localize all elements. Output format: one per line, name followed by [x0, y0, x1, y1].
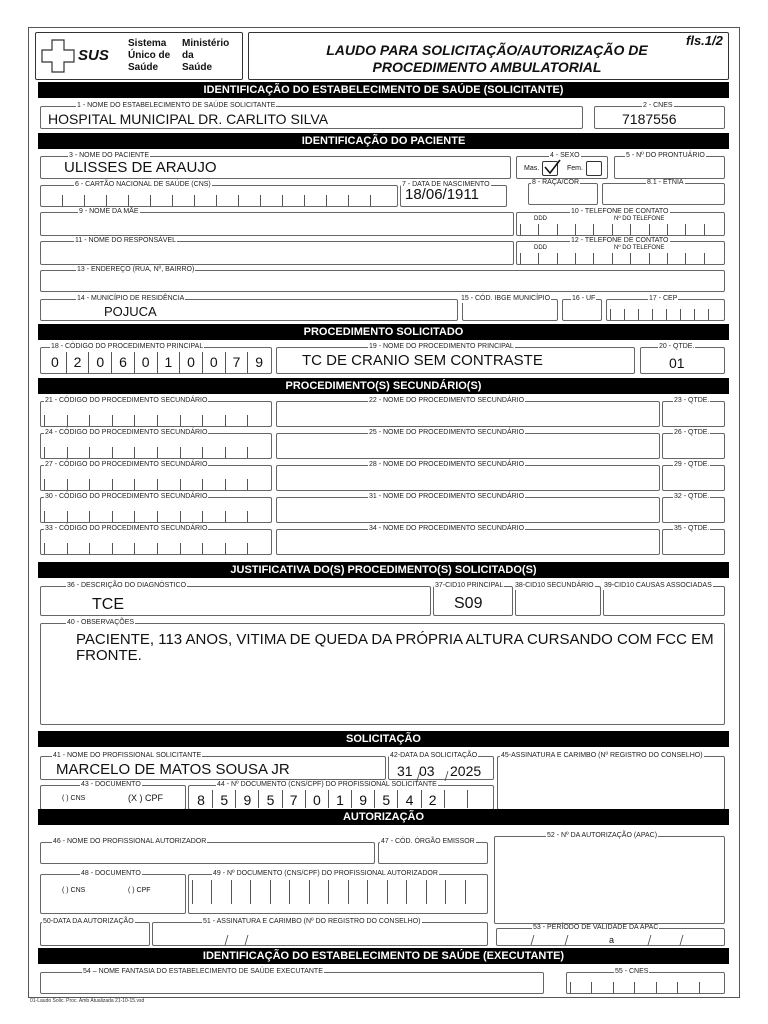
field-label: 53 - PERÍODO DE VALIDADE DA APAC	[533, 924, 659, 931]
field-label: 13 - ENDEREÇO (RUA, Nº, BAIRRO)	[77, 266, 195, 273]
field-label: 32 - QTDE.	[674, 493, 710, 500]
sus-name-line: Saúde	[128, 62, 159, 73]
signature-field-45[interactable]	[497, 756, 725, 810]
field-label: 46 - NOME DO PROFISSIONAL AUTORIZADOR	[53, 838, 207, 845]
field-label: 8 - RAÇA/COR	[532, 179, 580, 186]
cid-principal-value: S09	[454, 595, 483, 612]
ministry-line: Ministério	[182, 38, 230, 49]
field-label: 6 - CARTÃO NACIONAL DE SAÚDE (CNS)	[75, 181, 211, 188]
field-label: 18 - CÓDIGO DO PROCEDIMENTO PRINCIPAL	[51, 343, 204, 350]
birth-date-value: 18/06/1911	[405, 186, 479, 203]
cpf-digit: 9	[352, 790, 375, 808]
cpf-digit: 5	[259, 790, 282, 808]
request-date-day: 31	[397, 763, 413, 779]
procedure-name-value: TC DE CRANIO SEM CONTRASTE	[302, 352, 543, 369]
procedure-code-digit: 2	[67, 352, 90, 373]
form-title-line: PROCEDIMENTO AMBULATORIAL	[372, 59, 602, 75]
authorizer-doc-ticks	[192, 880, 484, 904]
cnes-digit-ticks	[570, 982, 720, 993]
section-bar-proc-solicitado: PROCEDIMENTO SOLICITADO	[38, 324, 729, 340]
field-label: 48 - DOCUMENTO	[81, 870, 141, 877]
date-separator-icon	[222, 934, 262, 946]
field-label: 37-CID10 PRINCIPAL	[435, 582, 504, 589]
page-reference: fls.1/2	[686, 33, 723, 48]
field-label: 1 - NOME DO ESTABELECIMENTO DE SAÚDE SOLICITANTE	[77, 102, 276, 109]
field-label: 29 - QTDE.	[674, 461, 710, 468]
field-label: 25 - NOME DO PROCEDIMENTO SECUNDÁRIO	[369, 429, 525, 436]
field-label: 39-CID10 CAUSAS ASSOCIADAS	[604, 582, 712, 589]
procedure-code-digits	[44, 352, 270, 373]
authorizer-document-type-field[interactable]	[40, 874, 186, 914]
field-label: 44 - Nº DOCUMENTO (CNS/CPF) DO PROFISSIONAL SOLICITANTE	[217, 781, 437, 788]
field-label: 49 - Nº DOCUMENTO (CNS/CPF) DO PROFISSIONAL AUTORIZADOR	[213, 870, 438, 877]
cns-option[interactable]: ( ) CNS	[62, 795, 86, 802]
diagnosis-value: TCE	[92, 596, 124, 613]
phone-digit-ticks	[520, 224, 722, 235]
code-digit-ticks	[44, 415, 270, 426]
procedure-code-digit: 0	[180, 352, 203, 373]
field-label: 3 - NOME DO PACIENTE	[69, 152, 149, 159]
cns-digit-ticks	[62, 195, 392, 206]
cpf-option[interactable]: ( ) CPF	[128, 887, 151, 894]
cpf-digit: 1	[329, 790, 352, 808]
field-label: 11 - NOME DO RESPONSÁVEL	[75, 237, 177, 244]
field-label: 10 - TELEFONE DE CONTATO	[571, 208, 669, 215]
cpf-digits	[190, 790, 490, 808]
cpf-digit: 9	[236, 790, 259, 808]
field-label: 21 - CÓDIGO DO PROCEDIMENTO SECUNDÁRIO	[45, 397, 208, 404]
field-label: 52 - Nº DA AUTORIZAÇÃO (APAC)	[547, 832, 658, 839]
procedure-code-digit: 9	[255, 354, 264, 370]
requesting-professional-value: MARCELO DE MATOS SOUSA JR	[56, 761, 290, 778]
code-digit-ticks	[44, 543, 270, 554]
field-label: 34 - NOME DO PROCEDIMENTO SECUNDÁRIO	[369, 525, 525, 532]
sex-female-label: Fem.	[567, 165, 583, 172]
sus-cross-icon	[40, 38, 76, 74]
ministry-name	[182, 38, 229, 74]
ministry-line: da	[182, 50, 194, 61]
phone-number-label: Nº DO TELEFONE	[614, 216, 665, 222]
patient-name-value: ULISSES DE ARAUJO	[64, 159, 217, 176]
field-label: 14 - MUNICÍPIO DE RESIDÊNCIA	[77, 295, 185, 302]
field-label: 2 - CNES	[643, 102, 673, 109]
cpf-option-checked[interactable]: (X ) CPF	[128, 793, 163, 803]
sus-logo-text: SUS	[78, 47, 109, 64]
observations-value: PACIENTE, 113 ANOS, VITIMA DE QUEDA DA PRÓPRIA ALTURA CURSANDO COM FCC EM FRONTE.	[76, 631, 714, 664]
field-label: 26 - QTDE.	[674, 429, 710, 436]
municipality-value: POJUCA	[104, 304, 157, 319]
cid-associated-field[interactable]	[603, 586, 725, 616]
field-label: 33 - CÓDIGO DO PROCEDIMENTO SECUNDÁRIO	[45, 525, 208, 532]
section-bar-proc-secundarios: PROCEDIMENTO(S) SECUNDÁRIO(S)	[38, 378, 729, 394]
cpf-digit: 2	[422, 790, 445, 808]
cns-option[interactable]: ( ) CNS	[62, 887, 86, 894]
code-digit-ticks	[44, 447, 270, 458]
section-bar-solicitante: IDENTIFICAÇÃO DO ESTABELECIMENTO DE SAÚDE (SOLICITANTE)	[38, 82, 729, 98]
field-label: 42-DATA DA SOLICITAÇÃO	[390, 752, 478, 759]
field-label: 17 - CEP	[649, 295, 678, 302]
field-label: 16 - UF	[572, 295, 596, 302]
request-date-month: 03	[419, 763, 435, 779]
apac-number-field[interactable]	[494, 836, 725, 924]
ddd-label: DDD	[534, 245, 547, 251]
procedure-qty-value: 01	[669, 355, 685, 371]
field-label: 27 - CÓDIGO DO PROCEDIMENTO SECUNDÁRIO	[45, 461, 208, 468]
field-label: 22 - NOME DO PROCEDIMENTO SECUNDÁRIO	[369, 397, 525, 404]
field-label: 51 - ASSINATURA E CARIMBO (Nº DO REGISTRO DO CONSELHO)	[203, 918, 421, 925]
request-date-year: 2025	[450, 763, 482, 779]
section-bar-solicitacao: SOLICITAÇÃO	[38, 731, 729, 747]
section-bar-autorizacao: AUTORIZAÇÃO	[38, 809, 729, 825]
procedure-code-digit: 0	[89, 352, 112, 373]
code-digit-ticks	[44, 479, 270, 490]
cpf-digit: 0	[306, 790, 329, 808]
field-label: 43 - DOCUMENTO	[81, 781, 141, 788]
procedure-code-digit: 7	[226, 352, 249, 373]
field-label: 40 - OBSERVAÇÕES	[67, 619, 135, 626]
field-label: 50-DATA DA AUTORIZAÇÃO	[43, 918, 134, 925]
field-label: 12 - TELEFONE DE CONTATO	[571, 237, 669, 244]
field-label: 54 – NOME FANTASIA DO ESTABELECIMENTO DE SAÚDE EXECUTANTE	[83, 968, 323, 975]
field-label: 47 - CÓD. ÓRGÃO EMISSOR	[381, 838, 475, 845]
sex-male-label: Mas.	[524, 165, 540, 172]
phone-digit-ticks	[520, 253, 722, 264]
procedure-code-digit: 1	[158, 352, 181, 373]
section-bar-paciente: IDENTIFICAÇÃO DO PACIENTE	[38, 133, 729, 149]
field-label: 24 - CÓDIGO DO PROCEDIMENTO SECUNDÁRIO	[45, 429, 208, 436]
field-label: 4 - SEXO	[550, 152, 580, 159]
procedure-code-digit: 6	[112, 352, 135, 373]
phone-number-label: Nº DO TELEFONE	[614, 245, 665, 251]
procedure-code-digit: 0	[44, 352, 67, 373]
section-bar-executante: IDENTIFICAÇÃO DO ESTABELECIMENTO DE SAÚDE (EXECUTANTE)	[38, 948, 729, 964]
cpf-digit: 4	[398, 790, 421, 808]
field-label: 28 - NOME DO PROCEDIMENTO SECUNDÁRIO	[369, 461, 525, 468]
sus-name-line: Sistema	[128, 38, 167, 49]
form-title-line: LAUDO PARA SOLICITAÇÃO/AUTORIZAÇÃO DE	[326, 42, 648, 58]
field-label: 20 - QTDE.	[659, 343, 695, 350]
procedure-code-digit: 0	[203, 352, 226, 373]
field-label: 41 - NOME DO PROFISSIONAL SOLICITANTE	[53, 752, 202, 759]
cpf-digit	[468, 790, 490, 808]
section-bar-justificativa: JUSTIFICATIVA DO(S) PROCEDIMENTO(S) SOLICITADO(S)	[38, 562, 729, 578]
sex-female-checkbox[interactable]	[586, 161, 602, 176]
ddd-label: DDD	[534, 216, 547, 222]
field-label: 45-ASSINATURA E CARIMBO (Nº REGISTRO DO CONSELHO)	[501, 752, 703, 759]
sus-name-line: Único de	[128, 50, 171, 61]
form-title	[252, 42, 722, 76]
cpf-digit: 8	[190, 790, 213, 808]
cpf-digit: 5	[375, 790, 398, 808]
field-label: 5 - Nº DO PRONTUÁRIO	[626, 152, 705, 159]
cep-digit-ticks	[610, 309, 722, 320]
check-icon	[542, 158, 562, 176]
field-label: 30 - CÓDIGO DO PROCEDIMENTO SECUNDÁRIO	[45, 493, 208, 500]
cnes-value: 7187556	[622, 111, 677, 127]
footer-file-reference: 01-Laudo Solic. Proc. Amb Atualizada 21-10-15.vsd	[30, 998, 145, 1004]
validity-range-separator: a	[609, 935, 615, 945]
field-label: 7 - DATA DE NASCIMENTO	[402, 181, 490, 188]
sus-name	[128, 38, 170, 74]
field-label: 31 - NOME DO PROCEDIMENTO SECUNDÁRIO	[369, 493, 525, 500]
field-label: 35 - QTDE.	[674, 525, 710, 532]
field-label: 23 - QTDE.	[674, 397, 710, 404]
field-label: 19 - NOME DO PROCEDIMENTO PRINCIPAL	[369, 343, 514, 350]
field-label: 55 - CNES	[615, 968, 649, 975]
cpf-digit	[445, 790, 468, 808]
code-digit-ticks	[44, 511, 270, 522]
cpf-digit: 7	[283, 790, 306, 808]
cid-secondary-field[interactable]	[515, 586, 601, 616]
field-label: 15 - CÓD. IBGE MUNICÍPIO	[461, 295, 551, 302]
establishment-name-value: HOSPITAL MUNICIPAL DR. CARLITO SILVA	[48, 111, 329, 127]
field-label: 8.1 - ETNIA	[647, 179, 684, 186]
field-label: 36 - DESCRIÇÃO DO DIAGNÓSTICO	[67, 582, 187, 589]
field-label: 9 - NOME DA MÃE	[79, 208, 139, 215]
cpf-digit: 5	[213, 790, 236, 808]
ministry-line: Saúde	[182, 62, 213, 73]
field-label: 38-CID10 SECUNDÁRIO	[515, 582, 594, 589]
procedure-code-digit: 0	[135, 352, 158, 373]
